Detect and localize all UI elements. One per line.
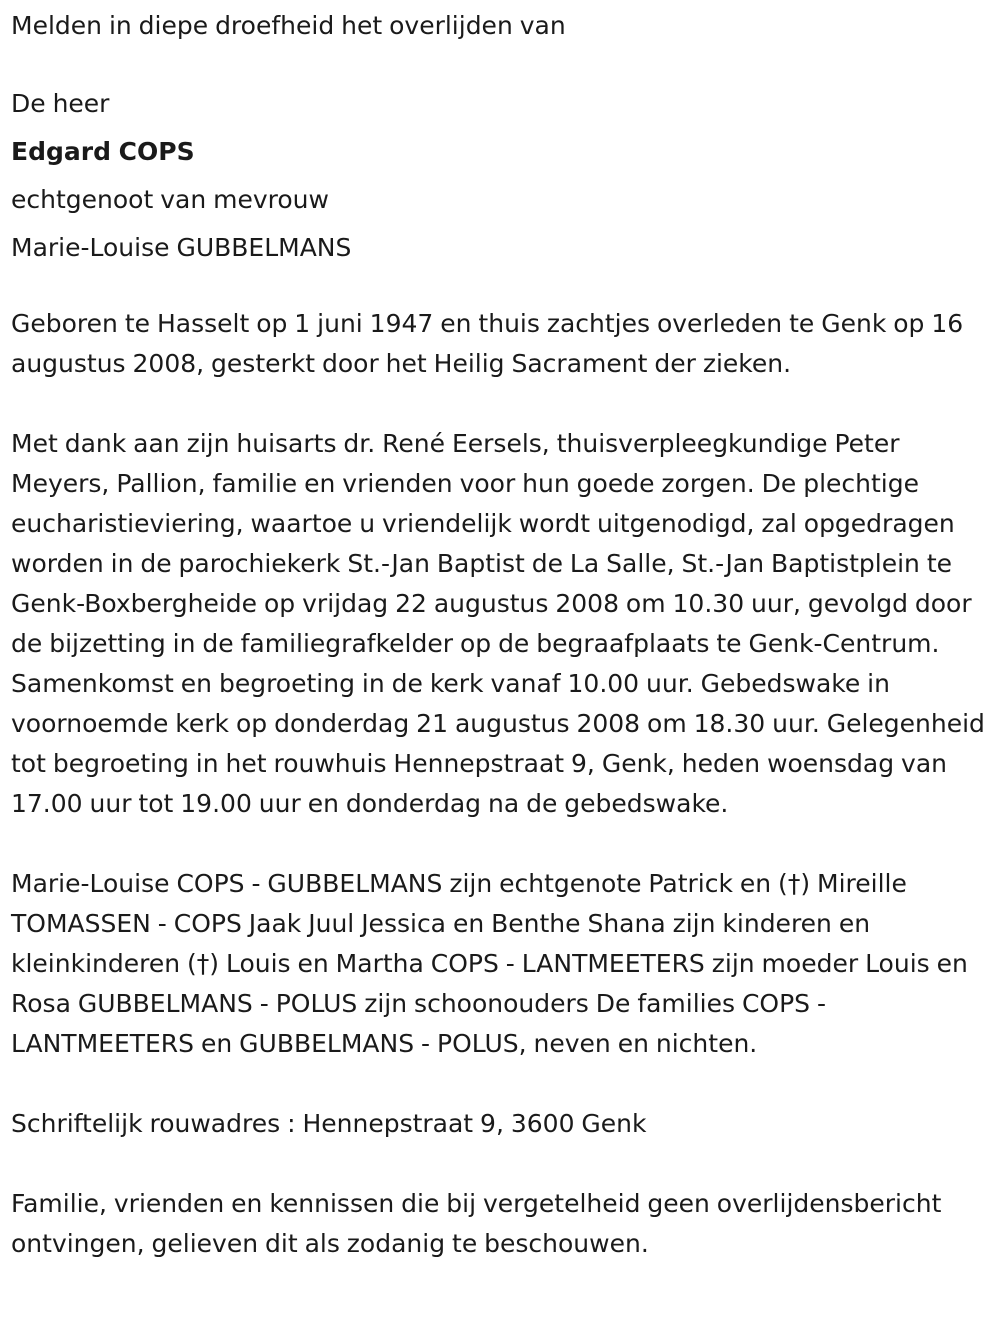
closing-paragraph: Familie, vrienden en kennissen die bij vergetelheid geen overlijdensbericht ontvingen, gelieven dit als zodanig te beschouwen. [11,1189,942,1258]
spacer [11,1064,988,1104]
spouse-name: Marie-Louise GUBBELMANS [11,233,352,262]
title-text: De heer [11,89,110,118]
ceremony-paragraph: Met dank aan zijn huisarts dr. René Eersels, thuisverpleegkundige Peter Meyers, Pallion, familie en vrienden voor hun goede zorgen. De plechtige eucharistieviering, waartoe u vriendelijk wordt uitgenodigd, zal opgedragen worden in de parochiekerk St.-Jan Baptist de La Salle, St.-Jan Baptistplein te Genk-Boxbergheide op vrijdag 22 augustus 2008 om 10.30 uur, gevolgd door de bijzetting in de familiegrafkelder op de begraafplaats te Genk-Centrum. Samenkomst en begroeting in de kerk vanaf 10.00 uur. Gebedswake in voornoemde kerk op donderdag 21 augustus 2008 om 18.30 uur. Gelegenheid tot begroeting in het rouwhuis Hennepstraat 9, Genk, heden woensdag van 17.00 uur tot 19.00 uur en donderdag na de gebedswake. [11,429,985,818]
spacer [11,52,988,82]
family-paragraph: Marie-Louise COPS - GUBBELMANS zijn echtgenote Patrick en (†) Mireille TOMASSEN - COPS Jaak Juul Jessica en Benthe Shana zijn kinderen en kleinkinderen (†) Louis en Martha COPS - LANTMEETERS zijn moeder Louis en Rosa GUBBELMANS - POLUS zijn schoonouders De families COPS - LANTMEETERS en GUBBELMANS - POLUS, neven en nichten. [11,869,968,1058]
spacer [11,274,988,304]
intro-text: Melden in diepe droefheid het overlijden van [11,11,566,40]
spouse-label: echtgenoot van mevrouw [11,185,329,214]
spacer [11,1144,988,1184]
spacer [11,384,988,424]
deceased-name: Edgard COPS [11,137,195,166]
birth-death-paragraph: Geboren te Hasselt op 1 juni 1947 en thuis zachtjes overleden te Genk op 16 augustus 2008, gesterkt door het Heilig Sacrament der zieken. [11,309,964,378]
spacer [11,824,988,864]
address-paragraph: Schriftelijk rouwadres : Hennepstraat 9, 3600 Genk [11,1109,647,1138]
